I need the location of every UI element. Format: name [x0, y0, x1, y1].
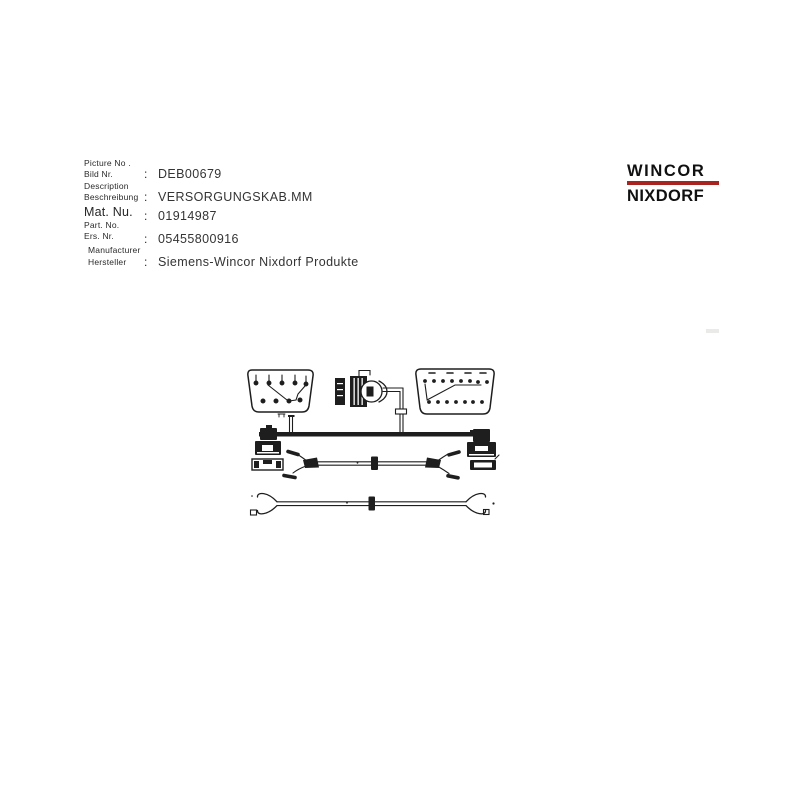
cable-technical-drawing — [240, 358, 510, 524]
scan-artifact — [706, 329, 719, 333]
value-picture-no: DEB00679 — [158, 167, 222, 181]
value-manufacturer: Siemens-Wincor Nixdorf Produkte — [158, 255, 359, 269]
colon-separator: : — [144, 209, 148, 223]
part-info-block — [84, 157, 524, 277]
label-part-no: Part. No. — [84, 220, 120, 230]
colon-separator: : — [144, 167, 148, 181]
straight-cable — [251, 493, 495, 515]
label-hersteller: Hersteller — [88, 257, 127, 267]
value-description: VERSORGUNGSKAB.MM — [158, 190, 313, 204]
cable-end-connector-left — [252, 425, 283, 470]
label-mat-nu: Mat. Nu. — [84, 205, 133, 219]
logo-line-wincor: WINCOR — [627, 162, 706, 180]
label-picture-no: Picture No . — [84, 158, 131, 168]
colon-separator: : — [144, 232, 148, 246]
label-manufacturer: Manufacturer — [88, 245, 141, 255]
logo-line-nixdorf: NIXDORF — [627, 187, 705, 206]
value-mat-nu: 01914987 — [158, 209, 217, 223]
dsub-connector-face-right — [416, 369, 494, 414]
label-ers-nr: Ers. Nr. — [84, 231, 114, 241]
colon-separator: : — [144, 255, 148, 269]
wincor-nixdorf-logo — [627, 162, 719, 205]
colon-separator: : — [144, 190, 148, 204]
y-split-cable — [284, 452, 459, 478]
logo-red-divider — [627, 181, 719, 185]
label-description: Description — [84, 181, 129, 191]
value-ers-nr: 05455800916 — [158, 232, 239, 246]
label-beschreibung: Beschreibung — [84, 192, 139, 202]
dsub-connector-face-left — [248, 370, 313, 417]
label-bild-nr: Bild Nr. — [84, 169, 113, 179]
inline-connector-top — [335, 371, 407, 433]
